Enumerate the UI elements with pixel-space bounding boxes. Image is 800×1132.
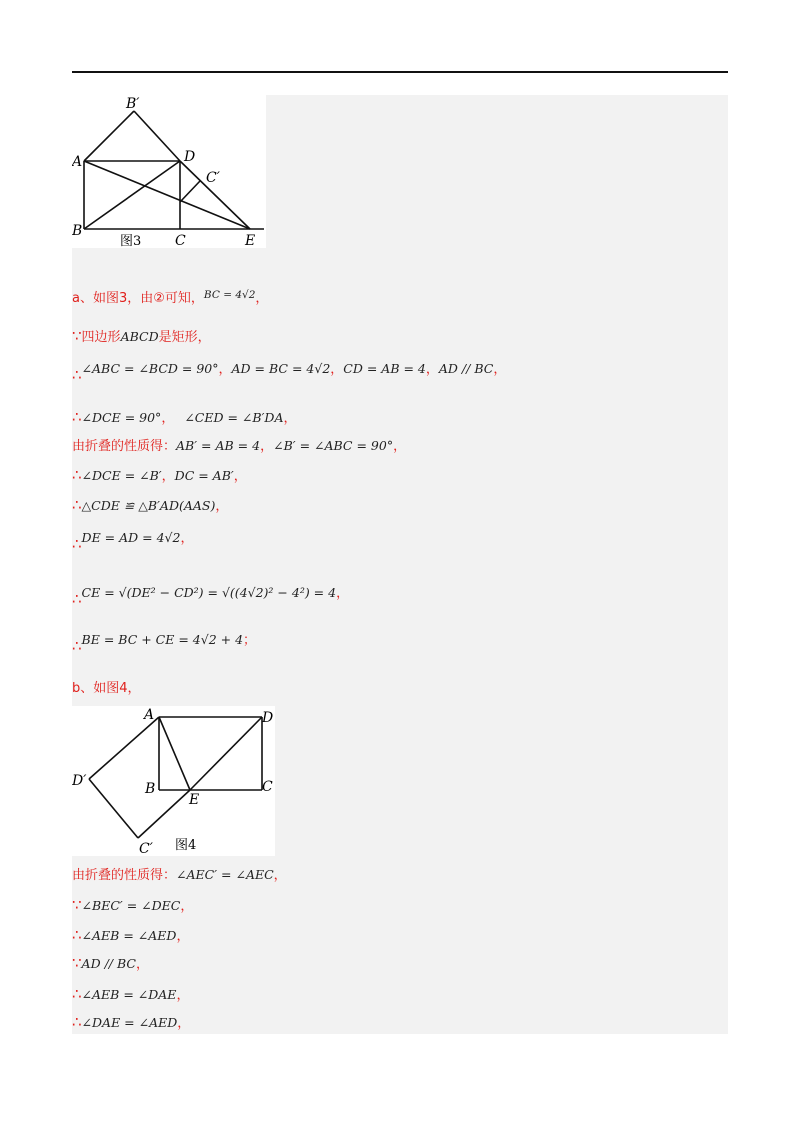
label-B: B: [72, 223, 83, 239]
label-D: D: [262, 710, 274, 726]
formula: ABCD: [120, 329, 159, 344]
figure-3-caption: 图3: [120, 234, 142, 248]
step-a-label: a、如图3，由②可知，: [72, 291, 204, 306]
formula: ∠B′ = ∠ABC = 90°: [273, 438, 394, 453]
step-rectangle: [72, 327, 211, 347]
step-b-2: ∴∠AEB = ∠AED，: [72, 926, 190, 944]
step-b-1: ∵∠BEC′ = ∠DEC，: [72, 896, 194, 914]
because-symbol: ∵: [72, 954, 82, 972]
therefore-symbol: ∴: [72, 637, 82, 655]
step-congruence: ∴△CDE ≌ △B′AD(AAS)，: [72, 496, 229, 514]
step-angles: ∴∠DCE = 90°， ∠CED = ∠B′DA，: [72, 408, 297, 426]
because-symbol: ∵: [72, 896, 82, 914]
label-A: A: [144, 707, 155, 723]
step-b-5: ∴∠DAE = ∠AED，: [72, 1013, 191, 1031]
formula: AD // BC: [81, 956, 136, 971]
therefore-symbol: ∴: [72, 926, 82, 944]
formula: AD // BC: [438, 361, 494, 376]
therefore-symbol: ∴: [72, 590, 82, 608]
formula: ∠AEB = ∠DAE: [81, 987, 177, 1002]
figure-3-diagram: [72, 95, 266, 248]
formula: BE = BC + CE = 4√2 + 4: [81, 632, 244, 647]
step-ce-length: ∴CE = √(DE² − CD²) = √((4√2)² − 4²) = 4，: [72, 585, 350, 608]
therefore-symbol: ∴: [72, 535, 82, 553]
step-b-4: ∴∠AEB = ∠DAE，: [72, 985, 190, 1003]
step-fold-property: 由折叠的性质得：AB′ = AB = 4，∠B′ = ∠ABC = 90°，: [72, 438, 407, 454]
formula: CE = √(DE² − CD²) = √((4√2)² − 4²) = 4: [81, 585, 337, 600]
label-E: E: [245, 233, 256, 248]
formula: CD = AB = 4: [343, 361, 426, 376]
formula: ∠AEB = ∠AED: [81, 928, 177, 943]
formula: △CDE ≌ △B′AD(AAS): [81, 498, 216, 513]
text: 由折叠的性质得：: [72, 868, 177, 883]
label-C: C: [175, 233, 186, 248]
step-b-3: ∵AD // BC，: [72, 954, 149, 972]
therefore-symbol: ∴: [72, 985, 82, 1003]
punctuation: ；: [243, 633, 257, 648]
because-symbol: ∵: [72, 327, 82, 345]
label-C: C: [262, 779, 273, 795]
step-rect-properties: ∴∠ABC = ∠BCD = 90°，AD = BC = 4√2，CD = AB = 4，AD // BC，: [72, 361, 507, 384]
label-C-prime: C′: [206, 170, 220, 186]
formula: BC = 4√2: [203, 289, 256, 301]
label-A: A: [72, 154, 83, 170]
step-equal-parts: ∴∠DCE = ∠B′，DC = AB′，: [72, 466, 247, 484]
label-C-prime: C′: [139, 841, 153, 856]
figure-4: [72, 706, 275, 856]
formula: DC = AB′: [174, 468, 234, 483]
formula: ∠DAE = ∠AED: [81, 1015, 178, 1030]
label-E: E: [189, 792, 200, 808]
formula: AD = BC = 4√2: [231, 361, 331, 376]
text: 由折叠的性质得：: [72, 439, 177, 454]
text: 四边形: [81, 330, 121, 345]
top-rule: [72, 71, 728, 73]
label-B-prime: B′: [126, 96, 140, 112]
therefore-symbol: ∴: [72, 496, 82, 514]
therefore-symbol: ∴: [72, 408, 82, 426]
label-B: B: [145, 781, 156, 797]
step-be-length: [72, 630, 257, 655]
formula: ∠CED = ∠B′DA: [184, 410, 284, 425]
figure-4-caption: 图4: [175, 838, 197, 853]
punctuation: ，: [255, 291, 269, 306]
label-D-prime: D′: [72, 773, 87, 789]
formula: ∠ABC = ∠BCD = 90°: [81, 361, 219, 376]
figure-4-diagram: [72, 706, 275, 856]
step-a-intro: [72, 286, 268, 308]
therefore-symbol: ∴: [72, 366, 82, 384]
step-de-length: ∴DE = AD = 4√2，: [72, 530, 194, 553]
step-b-intro: [72, 680, 141, 698]
text: 是矩形，: [158, 330, 211, 345]
formula: ∠AEC′ = ∠AEC: [176, 867, 274, 882]
label-D: D: [184, 149, 196, 165]
step-b-label: b、如图4，: [72, 681, 141, 696]
step-b-fold: 由折叠的性质得：∠AEC′ = ∠AEC，: [72, 867, 287, 883]
formula: AB′ = AB = 4: [176, 438, 261, 453]
formula: DE = AD = 4√2: [81, 530, 181, 545]
formula: ∠DCE = 90°: [81, 410, 162, 425]
figure-3: [72, 95, 266, 248]
therefore-symbol: ∴: [72, 1013, 82, 1031]
therefore-symbol: ∴: [72, 466, 82, 484]
formula: ∠DCE = ∠B′: [81, 468, 162, 483]
formula: ∠BEC′ = ∠DEC: [81, 898, 181, 913]
